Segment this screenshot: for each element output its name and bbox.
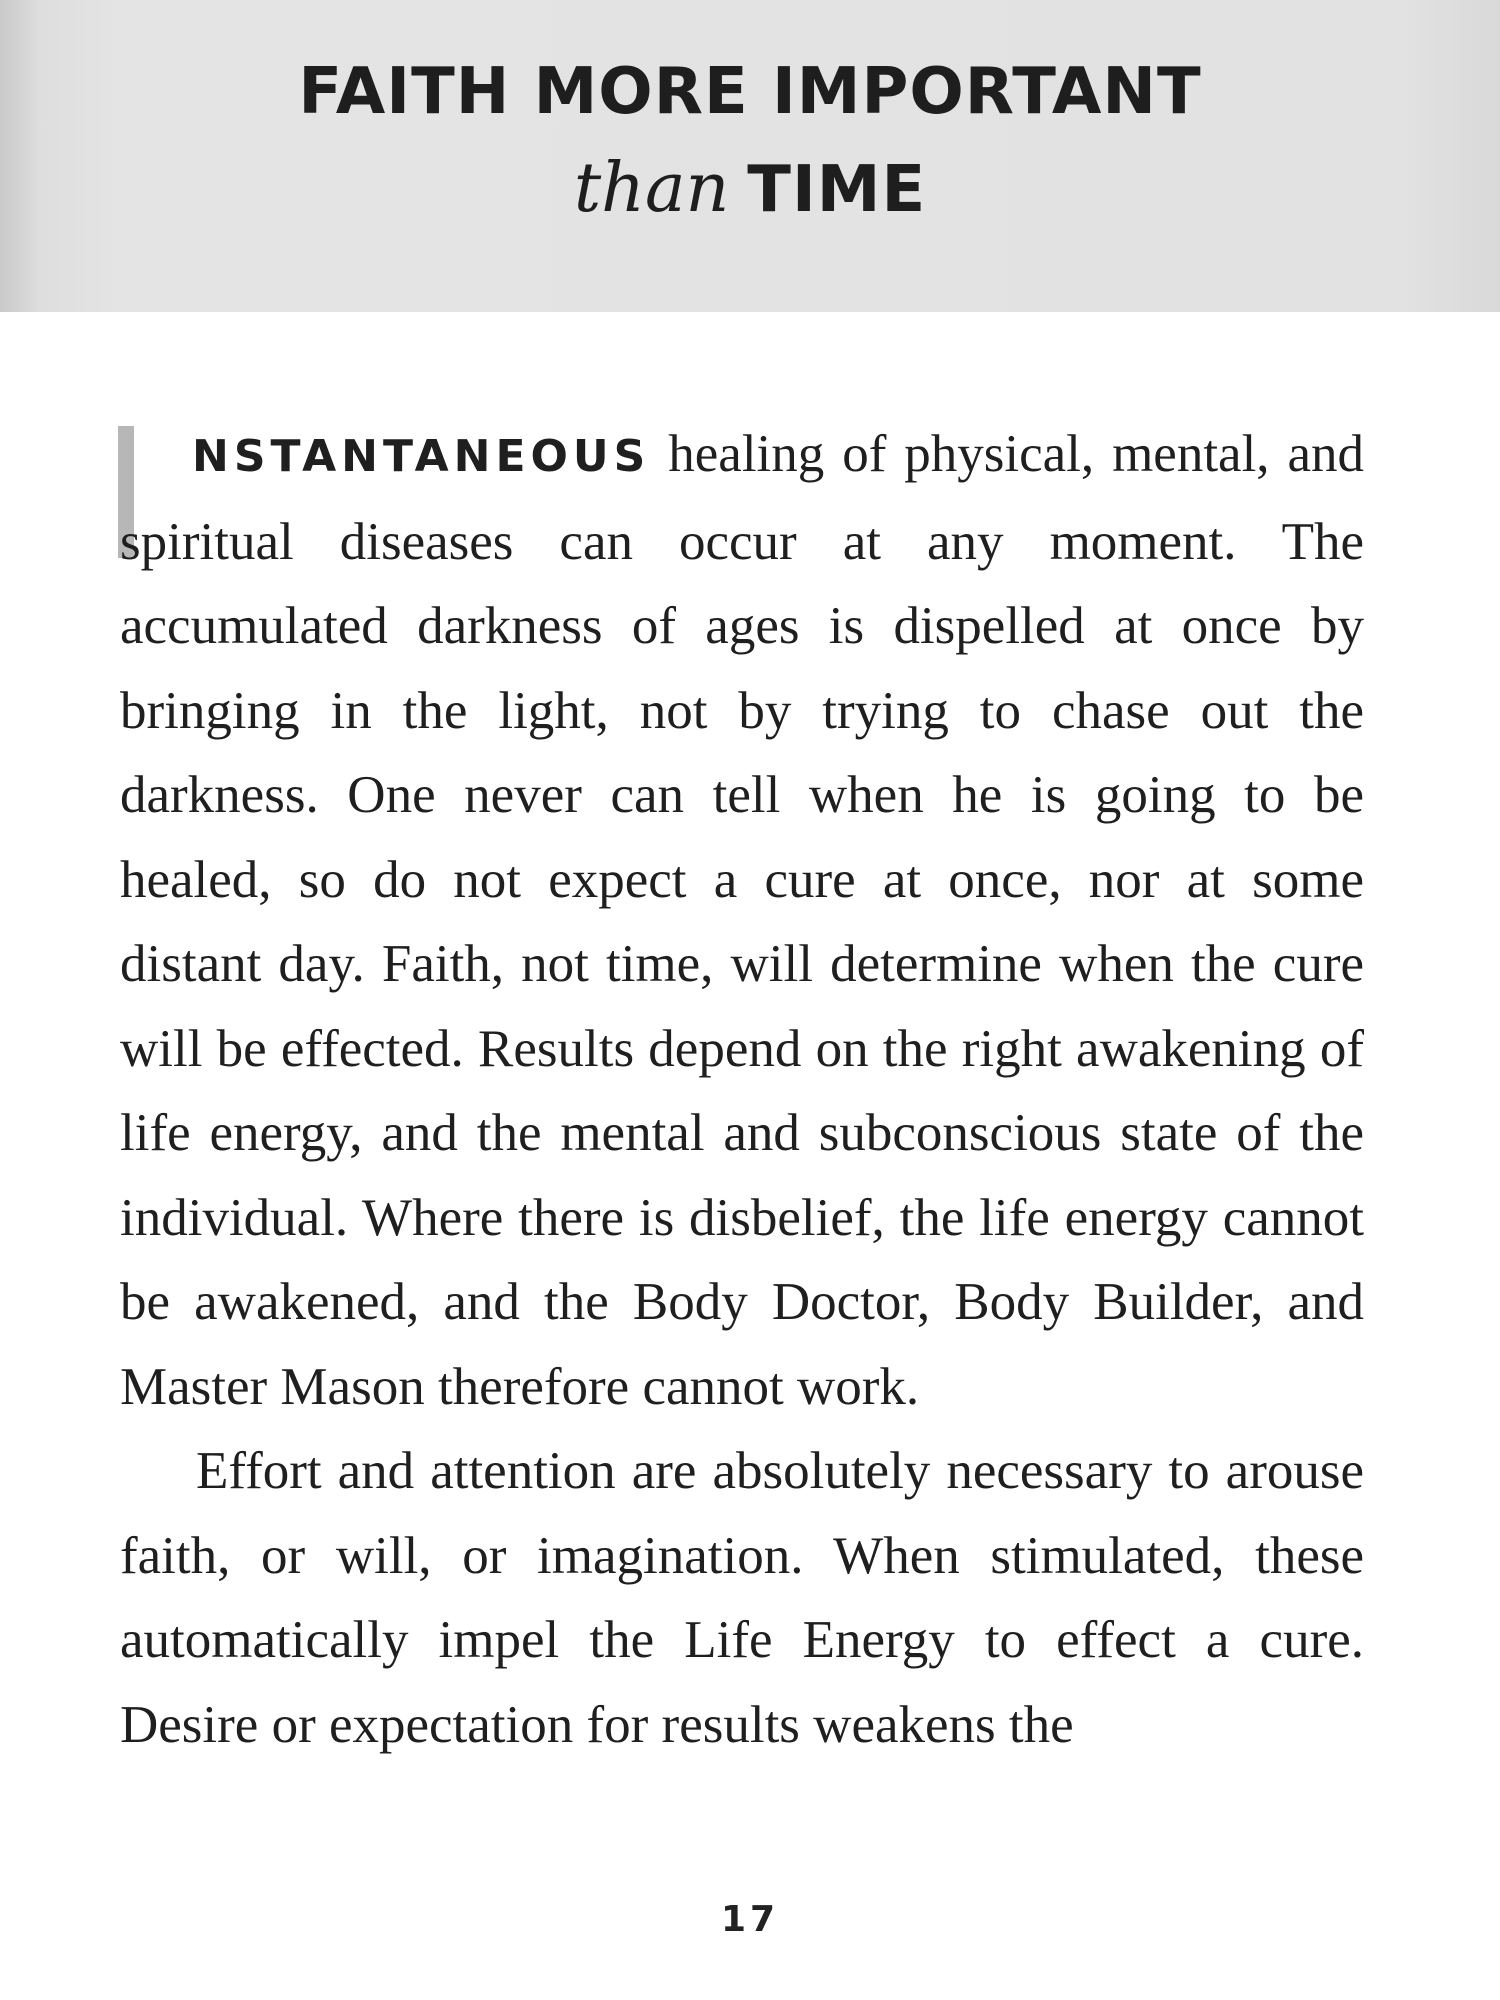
chapter-title-time: TIME xyxy=(747,153,927,227)
paragraph-2: Effort and attention are absolutely necessary to arouse faith, or will, or imagination. When stimulated, these automatically impel the Life Energy to effect a cure. Desire or expectation for results weakens the xyxy=(120,1442,1364,1754)
paragraph-1 xyxy=(120,412,1364,1429)
chapter-header-band xyxy=(0,0,1500,312)
paragraph-1-text: healing of physical, mental, and spiritual diseases can occur at any moment. The accumulated darkness of ages is dispelled at once by bringing in the light, not by trying to chase out the darkness. One never can tell when he is going to be healed, so do not expect a cure at once, nor at some distant day. Faith, not time, will determine when the cure will be effected. Results depend on the right awakening of life energy, and the mental and subconscious state of the individual. Where there is disbelief, the life energy cannot be awakened, and the Body Doctor, Body Builder, and Master Mason therefore cannot work. xyxy=(120,425,1364,1416)
chapter-title-line2 xyxy=(0,144,1500,252)
body-text xyxy=(120,412,1364,1767)
page-number: 17 xyxy=(720,1899,780,1940)
chapter-title-line1: FAITH MORE IMPORTANT xyxy=(298,55,1202,129)
chapter-title-than: than xyxy=(573,149,730,228)
lead-word: NSTANTANEOUS xyxy=(192,431,651,482)
